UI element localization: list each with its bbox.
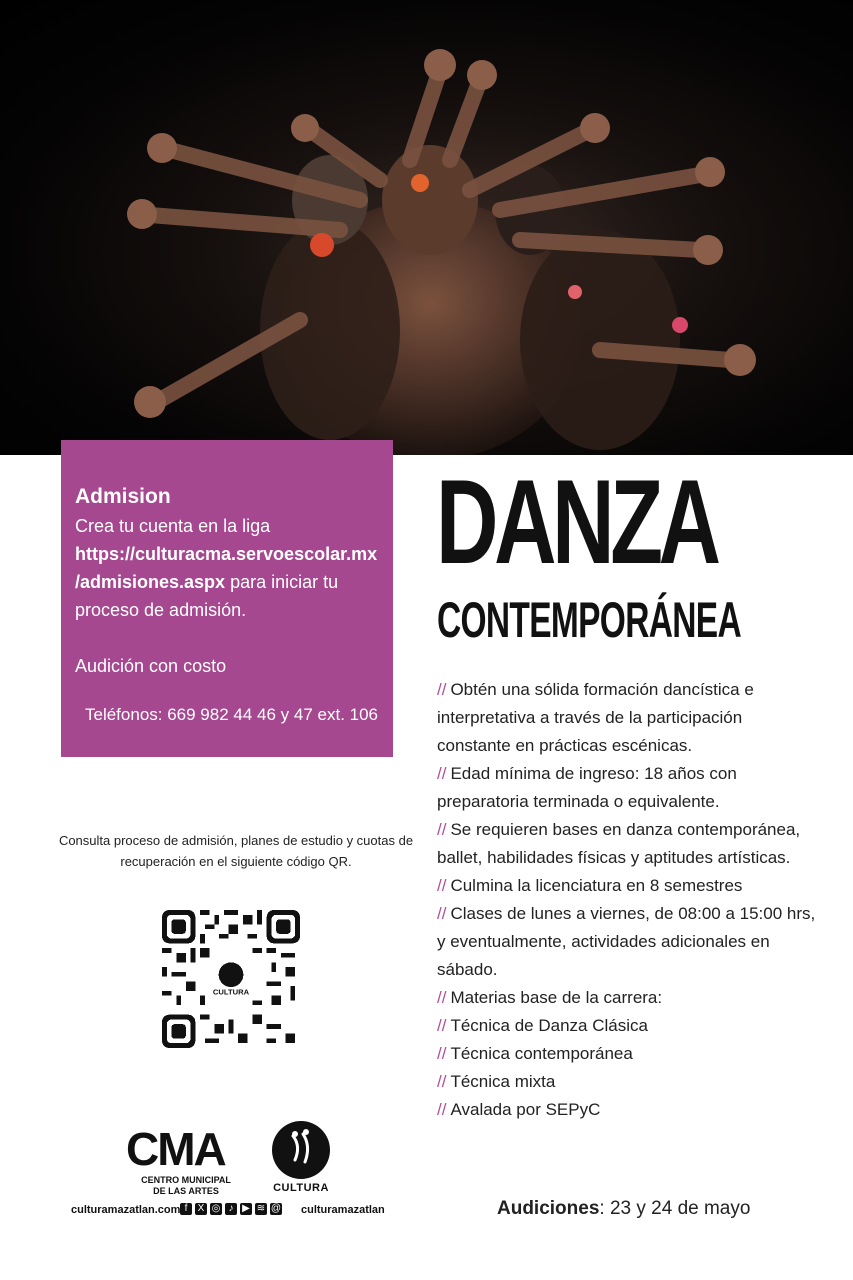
- list-item: // Clases de lunes a viernes, de 08:00 a 15:00 hrs,: [437, 904, 816, 923]
- x-icon[interactable]: X: [195, 1203, 207, 1215]
- dancers-illustration: [0, 0, 853, 455]
- qr-center-logo-text: CULTURA: [212, 987, 250, 997]
- list-item: preparatoria terminada o equivalente.: [437, 792, 720, 811]
- cultura-logo-icon: [271, 1120, 331, 1180]
- list-item: // Edad mínima de ingreso: 18 años con: [437, 764, 737, 783]
- phone-numbers: Teléfonos: 669 982 44 46 y 47 ext. 106: [85, 705, 379, 724]
- qr-caption: Consulta proceso de admisión, planes de estudio y cuotas de recuperación en el siguiente código QR.: [58, 833, 414, 869]
- threads-icon[interactable]: @: [270, 1203, 282, 1214]
- list-item: y eventualmente, actividades adicionales en: [437, 932, 770, 951]
- admission-panel: [61, 440, 393, 757]
- social-handle[interactable]: culturamazatlan: [301, 1204, 385, 1216]
- list-item: // Culmina la licenciatura en 8 semestres: [437, 876, 743, 895]
- list-item: // Avalada por SEPyC: [437, 1100, 601, 1119]
- social-icons: [180, 1203, 282, 1215]
- admission-url-part-2[interactable]: /admisiones.aspx: [75, 572, 226, 592]
- list-item: interpretativa a través de la participación: [437, 708, 743, 727]
- cultura-logo-text: CULTURA: [273, 1182, 329, 1194]
- list-item: constante en prácticas escénicas.: [437, 736, 693, 755]
- auditions-dates: [497, 1198, 750, 1220]
- tiktok-icon[interactable]: ♪: [225, 1203, 237, 1215]
- program-details-list: [437, 676, 837, 1124]
- admission-url-part-1[interactable]: https://culturacma.servoescolar.mx: [75, 544, 378, 564]
- list-item: ballet, habilidades físicas y aptitudes artísticas.: [437, 848, 791, 867]
- cma-logo-subtitle: CENTRO MUNICIPAL DE LAS ARTES: [141, 1175, 231, 1196]
- page-title: DANZA: [436, 455, 717, 589]
- list-item: // Técnica de Danza Clásica: [437, 1016, 648, 1035]
- facebook-icon[interactable]: f: [180, 1203, 192, 1215]
- institution-logos: [126, 1120, 366, 1200]
- admission-line-4: proceso de admisión.: [75, 600, 247, 620]
- admission-line-1: Crea tu cuenta en la liga: [75, 516, 271, 536]
- instagram-icon[interactable]: ◎: [211, 1203, 221, 1214]
- youtube-icon[interactable]: ▶: [240, 1203, 252, 1215]
- qr-code[interactable]: [162, 910, 300, 1048]
- admission-line-3: para iniciar tu: [225, 572, 339, 592]
- audition-cost-note: Audición con costo: [75, 656, 227, 676]
- list-item: // Obtén una sólida formación dancística e: [437, 680, 754, 699]
- list-item: // Técnica contemporánea: [437, 1044, 633, 1063]
- list-item: sábado.: [437, 960, 498, 979]
- website-link[interactable]: culturamazatlan.com: [71, 1204, 181, 1216]
- list-item: // Materias base de la carrera:: [437, 988, 663, 1007]
- admission-title: Admision: [75, 485, 171, 508]
- spotify-icon[interactable]: ≋: [256, 1203, 266, 1214]
- auditions-label: Audiciones: [497, 1198, 600, 1219]
- list-item: // Se requieren bases en danza contemporánea,: [437, 820, 801, 839]
- page-subtitle: CONTEMPORÁNEA: [437, 592, 741, 648]
- list-item: // Técnica mixta: [437, 1072, 556, 1091]
- cma-logo: CMA: [126, 1123, 225, 1175]
- hero-photo: [0, 0, 853, 455]
- auditions-date-text: : 23 y 24 de mayo: [599, 1198, 751, 1219]
